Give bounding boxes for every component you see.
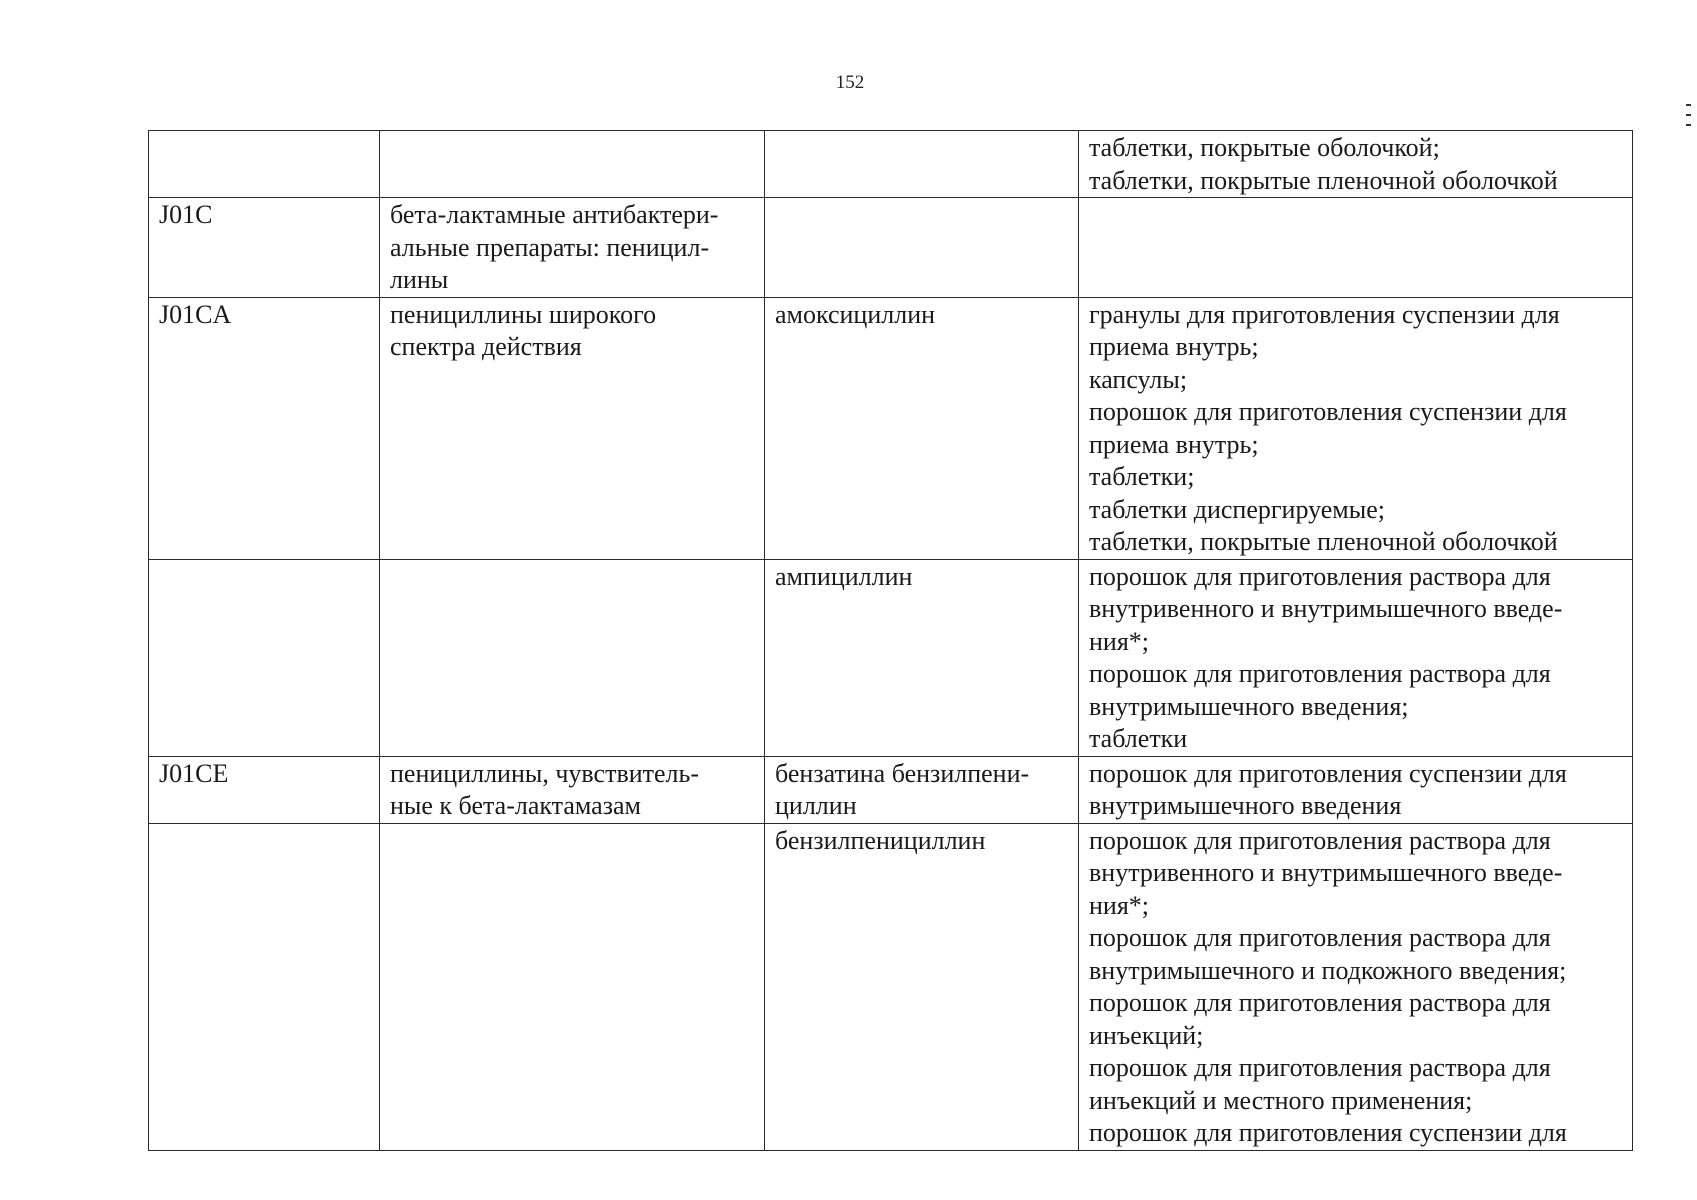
dosage-forms-cell: таблетки, покрытые оболочкой; таблетки, покрытые пленочной оболочкой: [1079, 131, 1633, 198]
dosage-forms-cell: [1079, 198, 1633, 298]
dosage-forms-cell: порошок для приготовления раствора для внутривенного и внутримышечного введе- ния*; порошок для приготовления раствора для внутримышечного и подкожного введения; порошок для приготовления раствора для инъекций; порошок для приготовления раствора для инъекций и местного применения; порошок для приготовления суспензии для: [1079, 823, 1633, 1150]
group-name-cell: [380, 823, 765, 1150]
drug-name-cell: бензатина бензилпени- циллин: [765, 756, 1079, 823]
table-row: [149, 823, 1633, 1150]
atc-code-cell: J01CA: [149, 297, 380, 559]
dosage-forms-cell: порошок для приготовления раствора для внутривенного и внутримышечного введе- ния*; порошок для приготовления раствора для внутримышечного введения; таблетки: [1079, 559, 1633, 756]
table-row: [149, 559, 1633, 756]
table-row: [149, 756, 1633, 823]
dosage-forms-cell: порошок для приготовления суспензии для внутримышечного введения: [1079, 756, 1633, 823]
group-name-cell: [380, 559, 765, 756]
drug-name-cell: бензилпенициллин: [765, 823, 1079, 1150]
drug-name-cell: [765, 198, 1079, 298]
scan-edge-mark: [1686, 104, 1691, 126]
drug-table: [148, 130, 1633, 1151]
dosage-forms-cell: гранулы для приготовления суспензии для приема внутрь; капсулы; порошок для приготовления суспензии для приема внутрь; таблетки; таблетки диспергируемые; таблетки, покрытые пленочной оболочкой: [1079, 297, 1633, 559]
group-name-cell: пенициллины, чувствитель- ные к бета-лактамазам: [380, 756, 765, 823]
table-row: [149, 131, 1633, 198]
group-name-cell: пенициллины широкого спектра действия: [380, 297, 765, 559]
atc-code-cell: [149, 559, 380, 756]
atc-code-cell: [149, 823, 380, 1150]
drug-name-cell: ампициллин: [765, 559, 1079, 756]
page-number: 152: [835, 72, 865, 93]
drug-name-cell: [765, 131, 1079, 198]
table-row: [149, 198, 1633, 298]
group-name-cell: бета-лактамные антибактери- альные препараты: пеницил- лины: [380, 198, 765, 298]
atc-code-cell: [149, 131, 380, 198]
atc-code-cell: J01C: [149, 198, 380, 298]
group-name-cell: [380, 131, 765, 198]
drug-name-cell: амоксициллин: [765, 297, 1079, 559]
table-row: [149, 297, 1633, 559]
atc-code-cell: J01CE: [149, 756, 380, 823]
